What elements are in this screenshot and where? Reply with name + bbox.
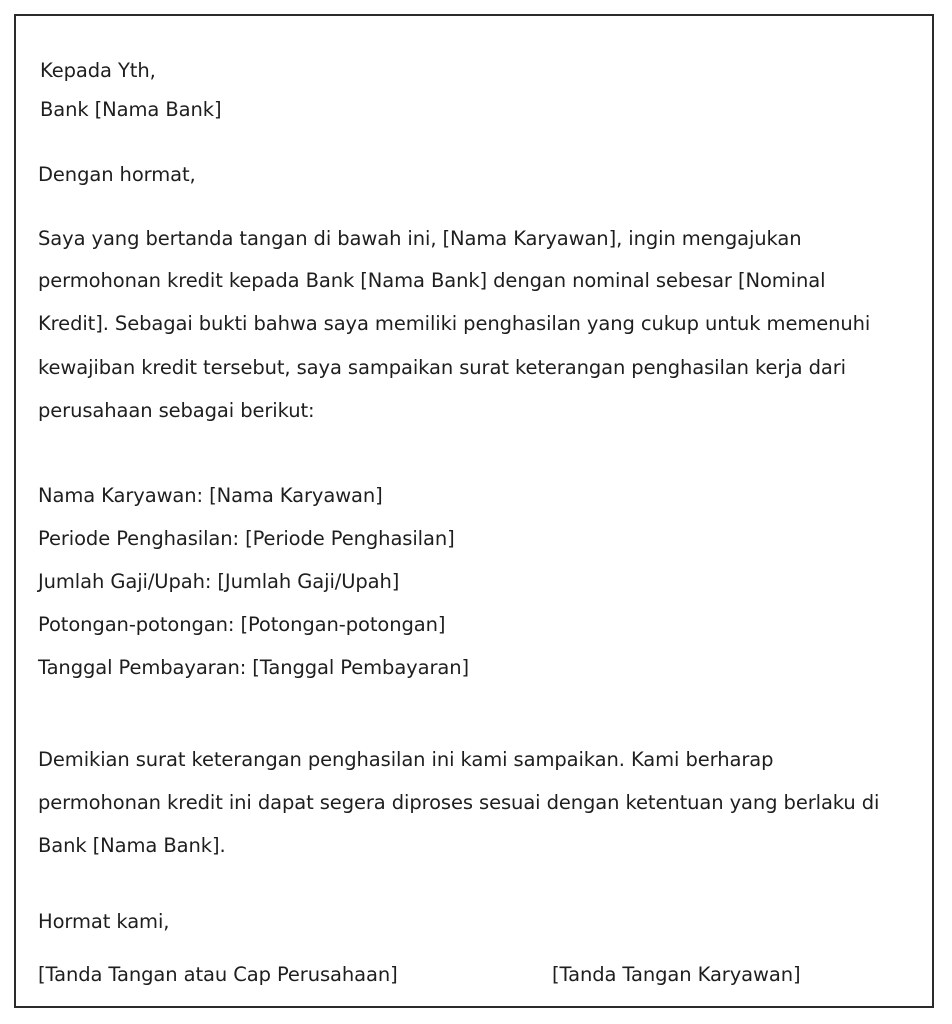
- detail-jumlah-gaji: Jumlah Gaji/Upah: [Jumlah Gaji/Upah]: [38, 570, 400, 593]
- closing-line-3: Bank [Nama Bank].: [38, 834, 226, 857]
- greeting: Dengan hormat,: [38, 163, 196, 186]
- sign-off: Hormat kami,: [38, 910, 170, 933]
- detail-tanggal-pembayaran: Tanggal Pembayaran: [Tanggal Pembayaran]: [38, 656, 470, 679]
- detail-potongan: Potongan-potongan: [Potongan-potongan]: [38, 613, 446, 636]
- closing-line-1: Demikian surat keterangan penghasilan ini kami sampaikan. Kami berharap: [38, 748, 774, 771]
- intro-line-5: perusahaan sebagai berikut:: [38, 399, 315, 422]
- signature-employee: [Tanda Tangan Karyawan]: [552, 963, 801, 986]
- recipient-line-2: Bank [Nama Bank]: [40, 98, 222, 121]
- recipient-line-1: Kepada Yth,: [40, 59, 156, 82]
- intro-line-4: kewajiban kredit tersebut, saya sampaikan surat keterangan penghasilan kerja dari: [38, 356, 846, 379]
- detail-periode-penghasilan: Periode Penghasilan: [Periode Penghasilan]: [38, 527, 455, 550]
- letter-frame: [14, 14, 934, 1008]
- intro-line-2: permohonan kredit kepada Bank [Nama Bank] dengan nominal sebesar [Nominal: [38, 269, 826, 292]
- signature-company: [Tanda Tangan atau Cap Perusahaan]: [38, 963, 398, 986]
- closing-line-2: permohonan kredit ini dapat segera diproses sesuai dengan ketentuan yang berlaku di: [38, 791, 880, 814]
- detail-nama-karyawan: Nama Karyawan: [Nama Karyawan]: [38, 484, 383, 507]
- intro-line-1: Saya yang bertanda tangan di bawah ini, [Nama Karyawan], ingin mengajukan: [38, 227, 802, 250]
- intro-line-3: Kredit]. Sebagai bukti bahwa saya memiliki penghasilan yang cukup untuk memenuhi: [38, 312, 871, 335]
